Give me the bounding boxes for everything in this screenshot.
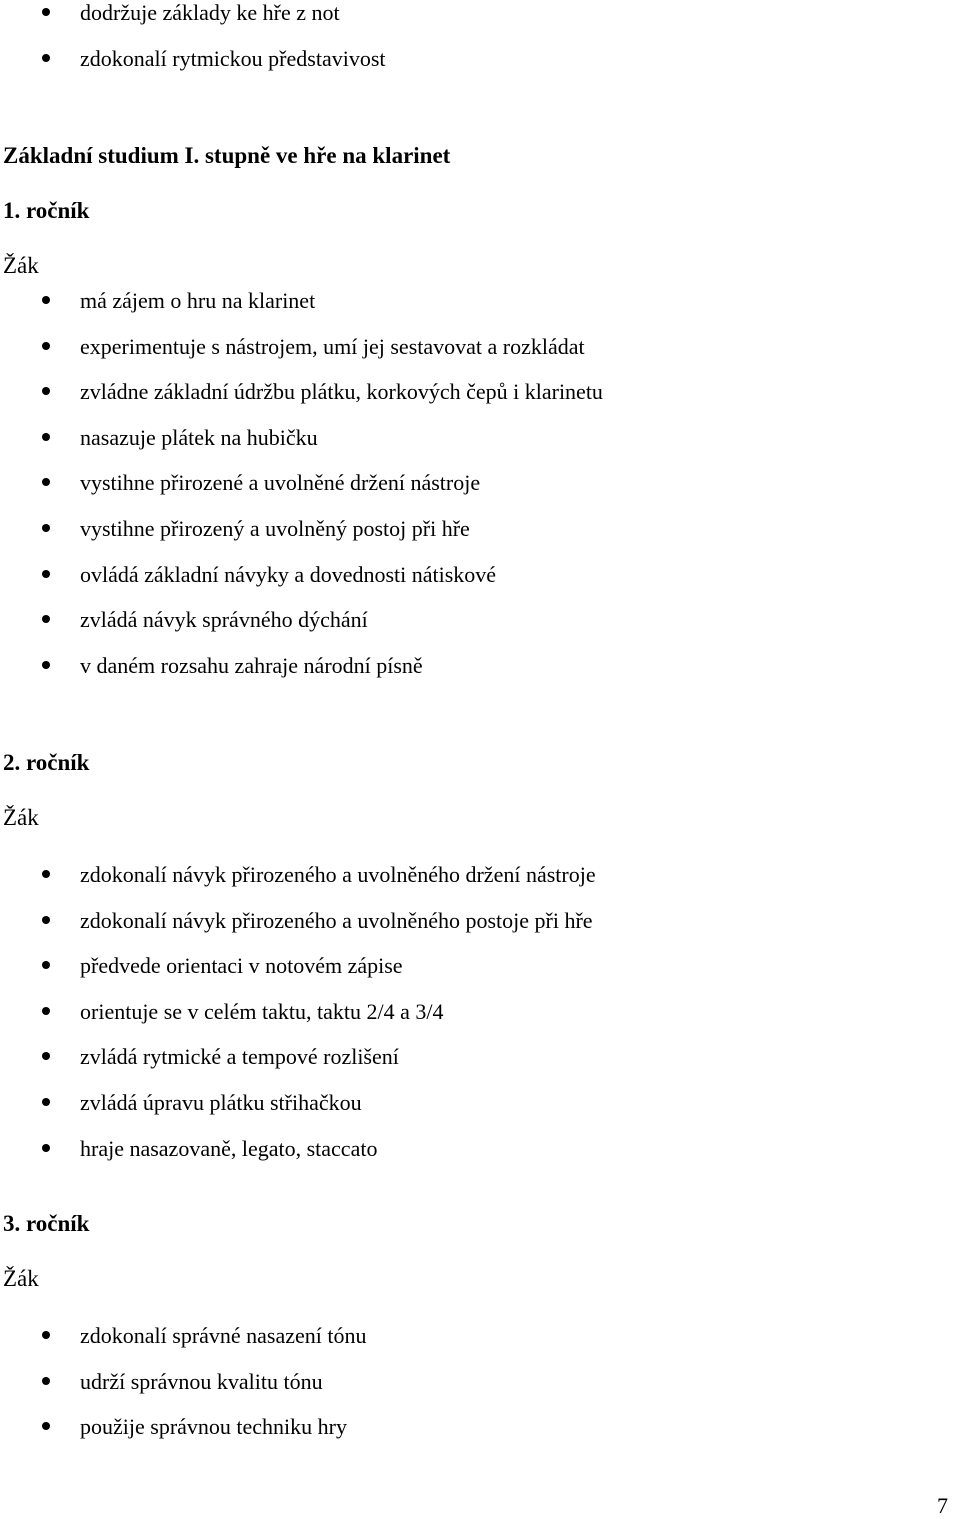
list-item — [0, 288, 603, 334]
bullet-icon — [42, 1422, 50, 1430]
list-item — [0, 425, 603, 471]
list-item — [0, 0, 386, 46]
year-2-bullet-list — [0, 862, 596, 1181]
list-item — [0, 46, 386, 92]
bullet-icon — [42, 387, 50, 395]
bullet-icon — [42, 1377, 50, 1385]
bullet-icon — [42, 433, 50, 441]
list-item — [0, 999, 596, 1045]
list-item-text: zvládá návyk správného dýchání — [80, 607, 368, 633]
list-item — [0, 379, 603, 425]
section-title: Základní studium I. stupně ve hře na klarinet — [3, 143, 451, 168]
list-item-text: předvede orientaci v notovém zápise — [80, 953, 403, 979]
list-item — [0, 1323, 367, 1369]
list-item-text: vystihne přirozené a uvolněné držení nástroje — [80, 470, 481, 496]
list-item — [0, 653, 603, 699]
list-item-text: vystihne přirozený a uvolněný postoj při hře — [80, 515, 470, 541]
list-item-text: dodržuje základy ke hře z not — [80, 0, 340, 25]
bullet-icon — [42, 524, 50, 532]
list-item — [0, 908, 596, 954]
list-item-text: ovládá základní návyky a dovednosti nátiskové — [80, 561, 497, 587]
list-item — [0, 334, 603, 380]
bullet-icon — [42, 342, 50, 350]
bullet-icon — [42, 8, 50, 16]
list-item-text: použije správnou techniku hry — [80, 1414, 347, 1440]
list-item-text: orientuje se v celém taktu, taktu 2/4 a 3/4 — [80, 998, 444, 1024]
year-heading-3: 3. ročník — [3, 1211, 90, 1236]
bullet-icon — [42, 1144, 50, 1152]
list-item — [0, 1044, 596, 1090]
list-item-text: nasazuje plátek na hubičku — [80, 424, 318, 450]
bullet-icon — [42, 916, 50, 924]
list-item-text: zdokonalí návyk přirozeného a uvolněného držení nástroje — [80, 862, 596, 887]
list-item-text: udrží správnou kvalitu tónu — [80, 1368, 323, 1394]
bullet-icon — [42, 296, 50, 304]
bullet-icon — [42, 54, 50, 62]
list-item — [0, 862, 596, 908]
list-item-text: zdokonalí rytmickou představivost — [80, 45, 386, 71]
bullet-icon — [42, 1098, 50, 1106]
bullet-icon — [42, 961, 50, 969]
list-item — [0, 1136, 596, 1182]
list-item-text: má zájem o hru na klarinet — [80, 288, 316, 313]
year-3-bullet-list — [0, 1323, 367, 1460]
bullet-icon — [42, 1052, 50, 1060]
list-item — [0, 607, 603, 653]
list-item-text: hraje nasazovaně, legato, staccato — [80, 1135, 378, 1161]
list-item-text: zvládá rytmické a tempové rozlišení — [80, 1044, 399, 1070]
list-item-text: zdokonalí návyk přirozeného a uvolněného postoje při hře — [80, 907, 593, 933]
list-item — [0, 1090, 596, 1136]
year-heading-2: 2. ročník — [3, 750, 90, 775]
bullet-icon — [42, 1331, 50, 1339]
list-item — [0, 1369, 367, 1415]
bullet-icon — [42, 1007, 50, 1015]
student-label-2: Žák — [3, 805, 39, 830]
list-item — [0, 516, 603, 562]
student-label-1: Žák — [3, 253, 39, 278]
list-item-text: zvládá úpravu plátku střihačkou — [80, 1089, 362, 1115]
list-item — [0, 562, 603, 608]
year-1-bullet-list — [0, 288, 603, 698]
bullet-icon — [42, 570, 50, 578]
year-heading-1: 1. ročník — [3, 198, 90, 223]
list-item-text: v daném rozsahu zahraje národní písně — [80, 652, 423, 678]
bullet-icon — [42, 661, 50, 669]
bullet-icon — [42, 478, 50, 486]
page-number: 7 — [937, 1493, 948, 1518]
bullet-icon — [42, 615, 50, 623]
list-item-text: zdokonalí správné nasazení tónu — [80, 1323, 367, 1348]
list-item — [0, 1414, 367, 1460]
list-item-text: experimentuje s nástrojem, umí jej sestavovat a rozkládat — [80, 333, 585, 359]
student-label-3: Žák — [3, 1266, 39, 1291]
list-item — [0, 953, 596, 999]
list-item — [0, 470, 603, 516]
bullet-icon — [42, 870, 50, 878]
list-item-text: zvládne základní údržbu plátku, korkových čepů i klarinetu — [80, 379, 603, 405]
top-bullet-list — [0, 0, 386, 91]
